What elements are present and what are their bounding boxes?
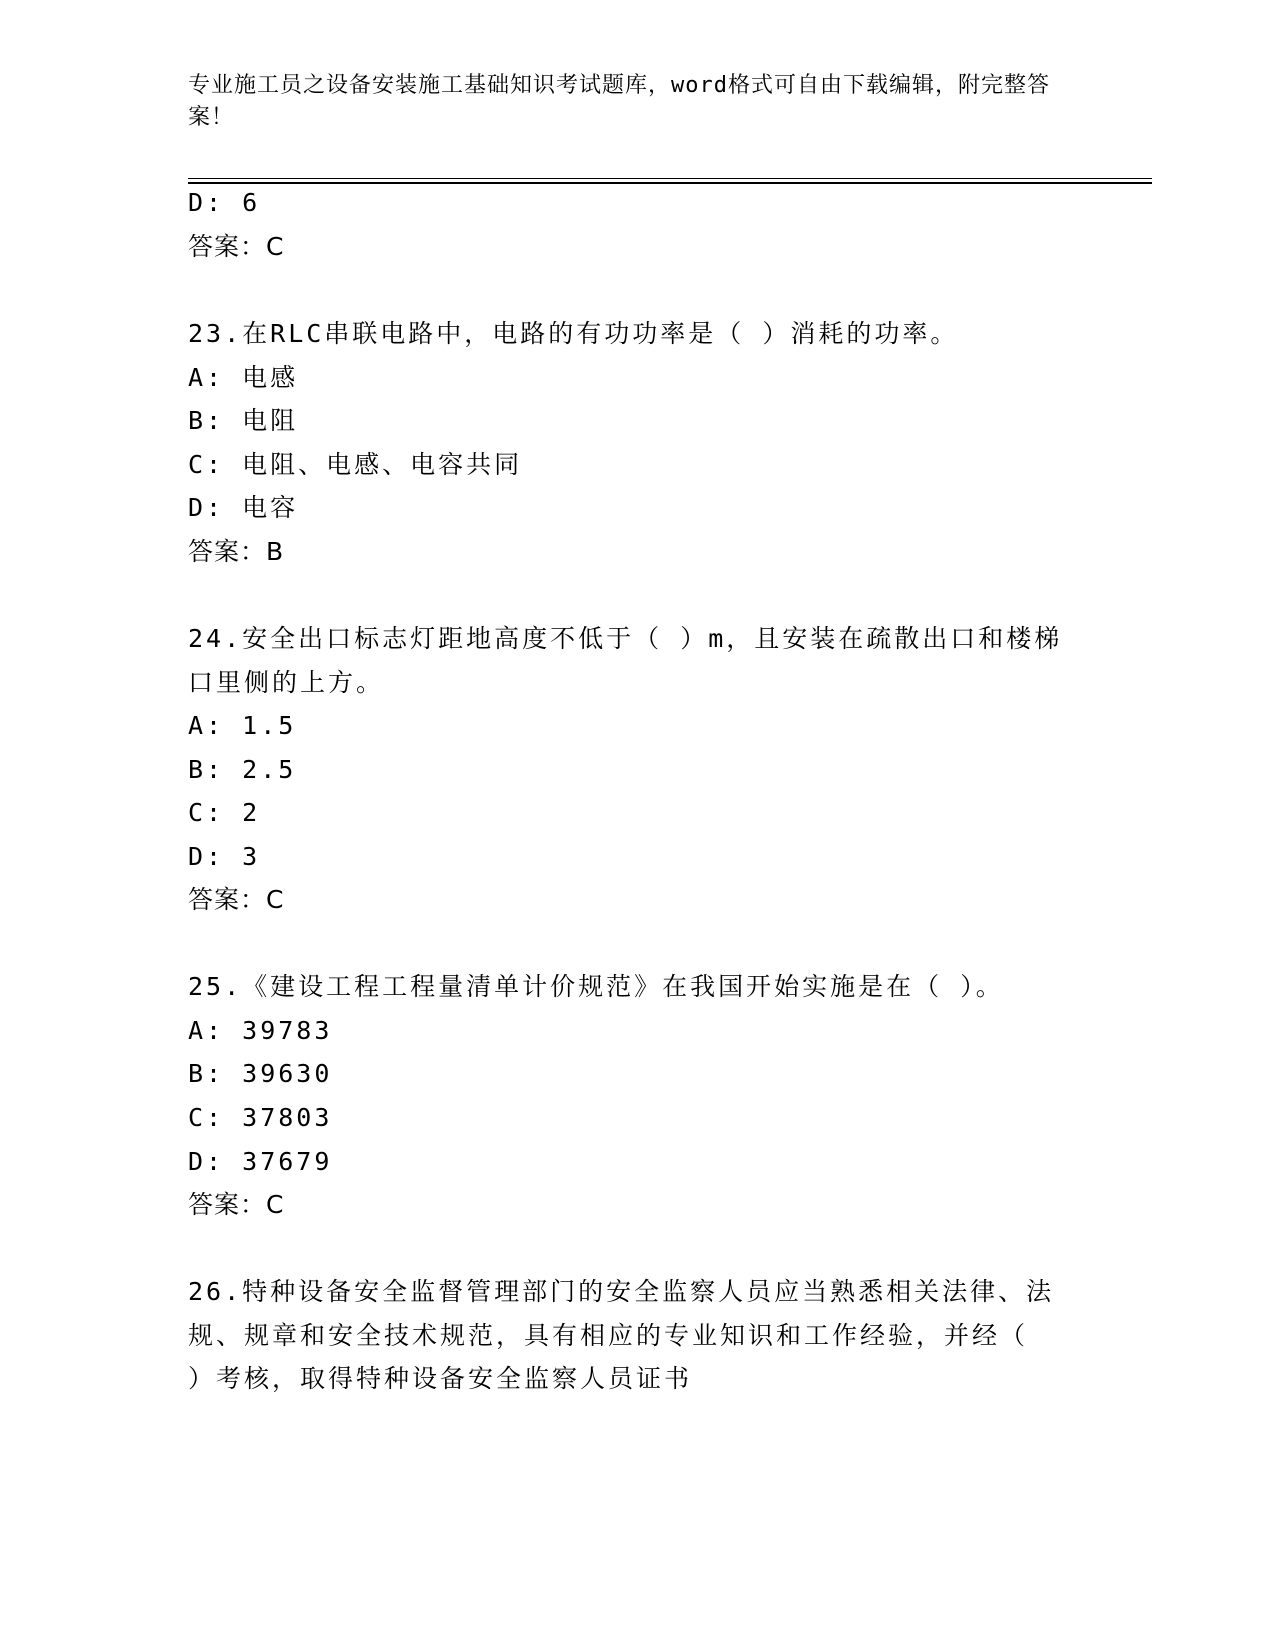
answer-line: 答案：B	[188, 537, 285, 566]
question-stem-cont: ）考核，取得特种设备安全监察人员证书	[188, 1364, 693, 1393]
option-c: C: 37803	[188, 1103, 333, 1132]
option-a: A: 电感	[188, 363, 299, 392]
option-c: C: 电阻、电感、电容共同	[188, 450, 523, 479]
option-b: B: 39630	[188, 1059, 333, 1088]
option-a: A: 39783	[188, 1016, 333, 1045]
question-stem: 24.安全出口标志灯距地高度不低于（ ）m，且安装在疏散出口和楼梯	[188, 624, 1063, 653]
option-b: B: 2.5	[188, 755, 297, 784]
question-stem-cont: 规、规章和安全技术规范，具有相应的专业知识和工作经验，并经（	[188, 1321, 1029, 1350]
option-d: D: 37679	[188, 1147, 333, 1176]
option-b: B: 电阻	[188, 406, 299, 435]
answer-line: 答案：C	[188, 232, 285, 261]
option-d: D: 3	[188, 842, 261, 871]
answer-line: 答案：C	[188, 885, 285, 914]
document-header: 专业施工员之设备安装施工基础知识考试题库，word格式可自由下载编辑，附完整答案！	[188, 73, 1050, 130]
option-d: D: 6	[188, 188, 261, 217]
option-d: D: 电容	[188, 493, 299, 522]
header-rule-thick	[188, 182, 1152, 184]
answer-line: 答案：C	[188, 1190, 285, 1219]
question-stem-cont: 口里侧的上方。	[188, 668, 385, 697]
option-a: A: 1.5	[188, 711, 297, 740]
header-rule-thin	[188, 178, 1152, 179]
question-stem: 23.在RLC串联电路中，电路的有功功率是（ ）消耗的功率。	[188, 319, 959, 348]
question-stem: 25.《建设工程工程量清单计价规范》在我国开始实施是在（ ）。	[188, 972, 1004, 1001]
question-stem: 26.特种设备安全监督管理部门的安全监察人员应当熟悉相关法律、法	[188, 1277, 1055, 1306]
option-c: C: 2	[188, 798, 261, 827]
